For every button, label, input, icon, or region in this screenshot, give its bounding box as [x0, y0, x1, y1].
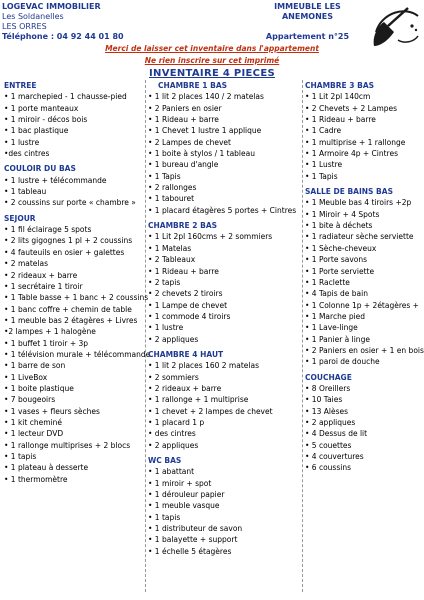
inventory-item: • 1 bite à déchets — [305, 221, 373, 231]
inventory-column-1 — [4, 80, 151, 485]
inventory-item: • 1 distributeur de savon — [148, 524, 243, 534]
inventory-item: • 1 tapis — [148, 512, 181, 522]
inventory-item: • 1 multiprise + 1 rallonge — [305, 137, 406, 147]
inventory-item: • 1 télévision murale + télécommande — [4, 349, 151, 359]
inventory-item: • 1 meuble bas 2 étagères + Livres — [4, 315, 138, 325]
column-divider — [145, 80, 146, 592]
inventory-item: • 1 fil éclairage 5 spots — [4, 225, 92, 235]
inventory-item: • 4 Dessus de lit — [305, 429, 368, 439]
inventory-item: • 1 Tapis — [305, 171, 338, 181]
inventory-item: • 5 couettes — [305, 440, 352, 450]
inventory-item: • 1 Miroir + 4 Spots — [305, 209, 380, 219]
inventory-item: • 1 Lit 2pl 140cm — [305, 92, 371, 102]
inventory-item: • 1 dérouleur papier — [148, 490, 225, 500]
section-title: COUCHAGE — [305, 372, 352, 382]
inventory-column-2 — [148, 80, 300, 557]
notice-line-1: Merci de laisser cet inventaire dans l'appartement — [105, 44, 319, 53]
inventory-item: • 1 chevet + 2 lampes de chevet — [148, 406, 273, 416]
inventory-item: • 1 radiateur sèche serviette — [305, 232, 414, 242]
section-title: SEJOUR — [4, 213, 36, 223]
agency-phone: Téléphone : 04 92 44 01 80 — [2, 32, 124, 41]
inventory-item: • 1 commode 4 tiroirs — [148, 311, 231, 321]
section-title: SALLE DE BAINS BAS — [305, 187, 393, 197]
inventory-item: • 1 rallonge + 1 multiprise — [148, 395, 249, 405]
notice-line-2: Ne rien inscrire sur cet imprimé — [144, 56, 280, 65]
inventory-item: • 1 porte manteaux — [4, 103, 79, 113]
inventory-item: • 1 thermomètre — [4, 474, 68, 484]
inventory-item: • 1 Porte serviette — [305, 266, 375, 276]
inventory-item: • 2 Tableaux — [148, 255, 196, 265]
inventory-item: • 1 boite plastique — [4, 383, 74, 393]
column-divider — [302, 80, 303, 592]
section-title: COULOIR DU BAS — [4, 164, 76, 174]
inventory-item: • 1 boite à stylos / 1 tableau — [148, 149, 255, 159]
apartment-number: Appartement n°25 — [265, 32, 350, 41]
inventory-item: • 2 appliques — [148, 334, 199, 344]
inventory-item: • 2 Lampes de chevet — [148, 137, 231, 147]
inventory-item: • 2 matelas — [4, 259, 49, 269]
inventory-item: • 1 placard étagères 5 portes + Cintres — [148, 205, 297, 215]
inventory-item: • 1 miroir - décos bois — [4, 115, 88, 125]
inventory-item: • 1 Lustre — [305, 160, 343, 170]
inventory-item: • 2 coussins sur porte « chambre » — [4, 198, 136, 208]
inventory-item: • 1 Rideau + barre — [148, 266, 219, 276]
inventory-item: • 1 Sèche-cheveux — [305, 243, 377, 253]
inventory-item: • 2 rideaux + barre — [148, 383, 222, 393]
inventory-item: • 1 lustre + télécommande — [4, 175, 107, 185]
section-title: CHAMBRE 4 HAUT — [148, 349, 224, 359]
inventory-item: • 1 miroir + spot — [148, 478, 212, 488]
inventory-item: • 2 sommiers — [148, 372, 199, 382]
inventory-item: • 2 appliques — [148, 440, 199, 450]
inventory-item: • 1 Lave-linge — [305, 323, 358, 333]
inventory-item: • 1 Lit 2pl 160cms + 2 sommiers — [148, 232, 273, 242]
inventory-item: • 1 marchepied - 1 chausse-pied — [4, 92, 127, 102]
inventory-item: • 1 Tapis — [148, 171, 181, 181]
inventory-item: • 1 Rideau + barre — [305, 115, 376, 125]
inventory-item: • 1 paroi de douche — [305, 357, 380, 367]
building-header — [250, 2, 365, 42]
inventory-item: • 2 appliques — [305, 417, 356, 427]
inventory-item: • 2 Paniers en osier — [148, 103, 222, 113]
inventory-item: • 1 Armoire 4p + Cintres — [305, 149, 398, 159]
inventory-item: • 1 barre de son — [4, 361, 66, 371]
inventory-item: • 6 coussins — [305, 463, 351, 473]
inventory-item: • 1 secrétaire 1 tiroir — [4, 281, 83, 291]
inventory-item: • 1 rallonge multiprises + 2 blocs — [4, 440, 131, 450]
page-title: INVENTAIRE 4 PIECES — [149, 68, 275, 79]
inventory-item: • des cintres — [148, 429, 196, 439]
agency-header — [2, 2, 124, 42]
inventory-item: • 1 banc coffre + chemin de table — [4, 304, 132, 314]
inventory-item: • 8 Oreillers — [305, 383, 351, 393]
inventory-item: • 1 tapis — [4, 452, 37, 461]
inventory-item: • 1 Porte savons — [305, 255, 368, 265]
inventory-item: • 1 Meuble bas 4 tiroirs +2p — [305, 198, 412, 208]
inventory-item: • 2 tapis — [148, 277, 181, 287]
section-title: WC BAS — [148, 456, 182, 465]
inventory-item: • 1 buffet 1 tiroir + 3p — [4, 338, 89, 348]
inventory-item: • 1 lustre — [4, 137, 40, 147]
inventory-item: • 2 Paniers en osier + 1 en bois — [305, 345, 424, 355]
inventory-item: • 1 placard 1 p — [148, 417, 205, 427]
section-title: CHAMBRE 3 BAS — [305, 81, 375, 90]
inventory-item: • 1 kit cheminé — [4, 417, 62, 427]
inventory-item: • 2 rallonges — [148, 183, 197, 193]
inventory-item: • 2 lits gigognes 1 pl + 2 coussins — [4, 236, 133, 246]
inventory-item: • 1 Marche pied — [305, 311, 366, 321]
inventory-item: • 1 Raclette — [305, 277, 350, 287]
inventory-item: • 1 abattant — [148, 467, 195, 477]
inventory-item: •des cintres — [4, 149, 50, 159]
inventory-item: • 1 lecteur DVD — [4, 429, 64, 439]
building-name: IMMEUBLE LES ANEMONES — [274, 2, 341, 21]
inventory-item: • 1 plateau à desserte — [4, 463, 89, 473]
inventory-item: • 1 lit 2 places 140 / 2 matelas — [148, 92, 264, 102]
inventory-item: • 1 vases + fleurs sèches — [4, 406, 100, 416]
inventory-item: • 1 lit 2 places 160 2 matelas — [148, 361, 259, 371]
inventory-item: • 1 lustre — [148, 323, 184, 333]
inventory-item: • 1 tableau — [4, 187, 47, 197]
inventory-item: • 10 Taies — [305, 395, 343, 405]
inventory-item: • 1 Matelas — [148, 243, 192, 253]
inventory-item: • 1 Chevet 1 lustre 1 applique — [148, 126, 262, 136]
inventory-item: • 1 Panier à linge — [305, 334, 370, 344]
inventory-item: • 1 tabouret — [148, 194, 195, 204]
inventory-item: • 1 Colonne 1p + 2étagères + — [305, 300, 419, 310]
broom-logo-icon — [368, 2, 422, 50]
agency-name: LOGEVAC IMMOBILIER — [2, 2, 101, 11]
inventory-item: • 13 Alèses — [305, 406, 348, 416]
inventory-item: • 4 fauteuils en osier + galettes — [4, 247, 125, 257]
inventory-column-3 — [305, 80, 423, 474]
inventory-item: • 2 Chevets + 2 Lampes — [305, 103, 398, 113]
inventory-item: • 2 rideaux + barre — [4, 270, 78, 280]
inventory-item: • 1 Cadre — [305, 126, 342, 136]
inventory-item: • 1 bureau d'angle — [148, 160, 219, 170]
inventory-item: • 1 Table basse + 1 banc + 2 coussins — [4, 293, 149, 303]
inventory-item: • 4 couvertures — [305, 452, 364, 461]
inventory-item: • 1 Rideau + barre — [148, 115, 219, 125]
agency-line2: Les Soldanelles — [2, 12, 64, 21]
agency-line3: LES ORRES — [2, 22, 47, 31]
inventory-item: • 4 Tapis de bain — [305, 289, 368, 299]
section-title: CHAMBRE 2 BAS — [148, 221, 218, 231]
inventory-item: • 1 meuble vasque — [148, 501, 220, 511]
inventory-item: • 1 bac plastique — [4, 126, 69, 136]
inventory-item: • 2 chevets 2 tiroirs — [148, 289, 223, 299]
inventory-item: • 1 LiveBox — [4, 372, 48, 382]
inventory-item: •2 lampes + 1 halogène — [4, 327, 96, 337]
inventory-item: • 1 Lampe de chevet — [148, 300, 228, 310]
section-title: CHAMBRE 1 BAS — [158, 81, 228, 90]
inventory-item: • 1 balayette + support — [148, 535, 238, 545]
inventory-item: • 1 échelle 5 étagères — [148, 546, 232, 556]
section-title: ENTREE — [4, 81, 37, 90]
inventory-item: • 7 bougeoirs — [4, 395, 56, 405]
